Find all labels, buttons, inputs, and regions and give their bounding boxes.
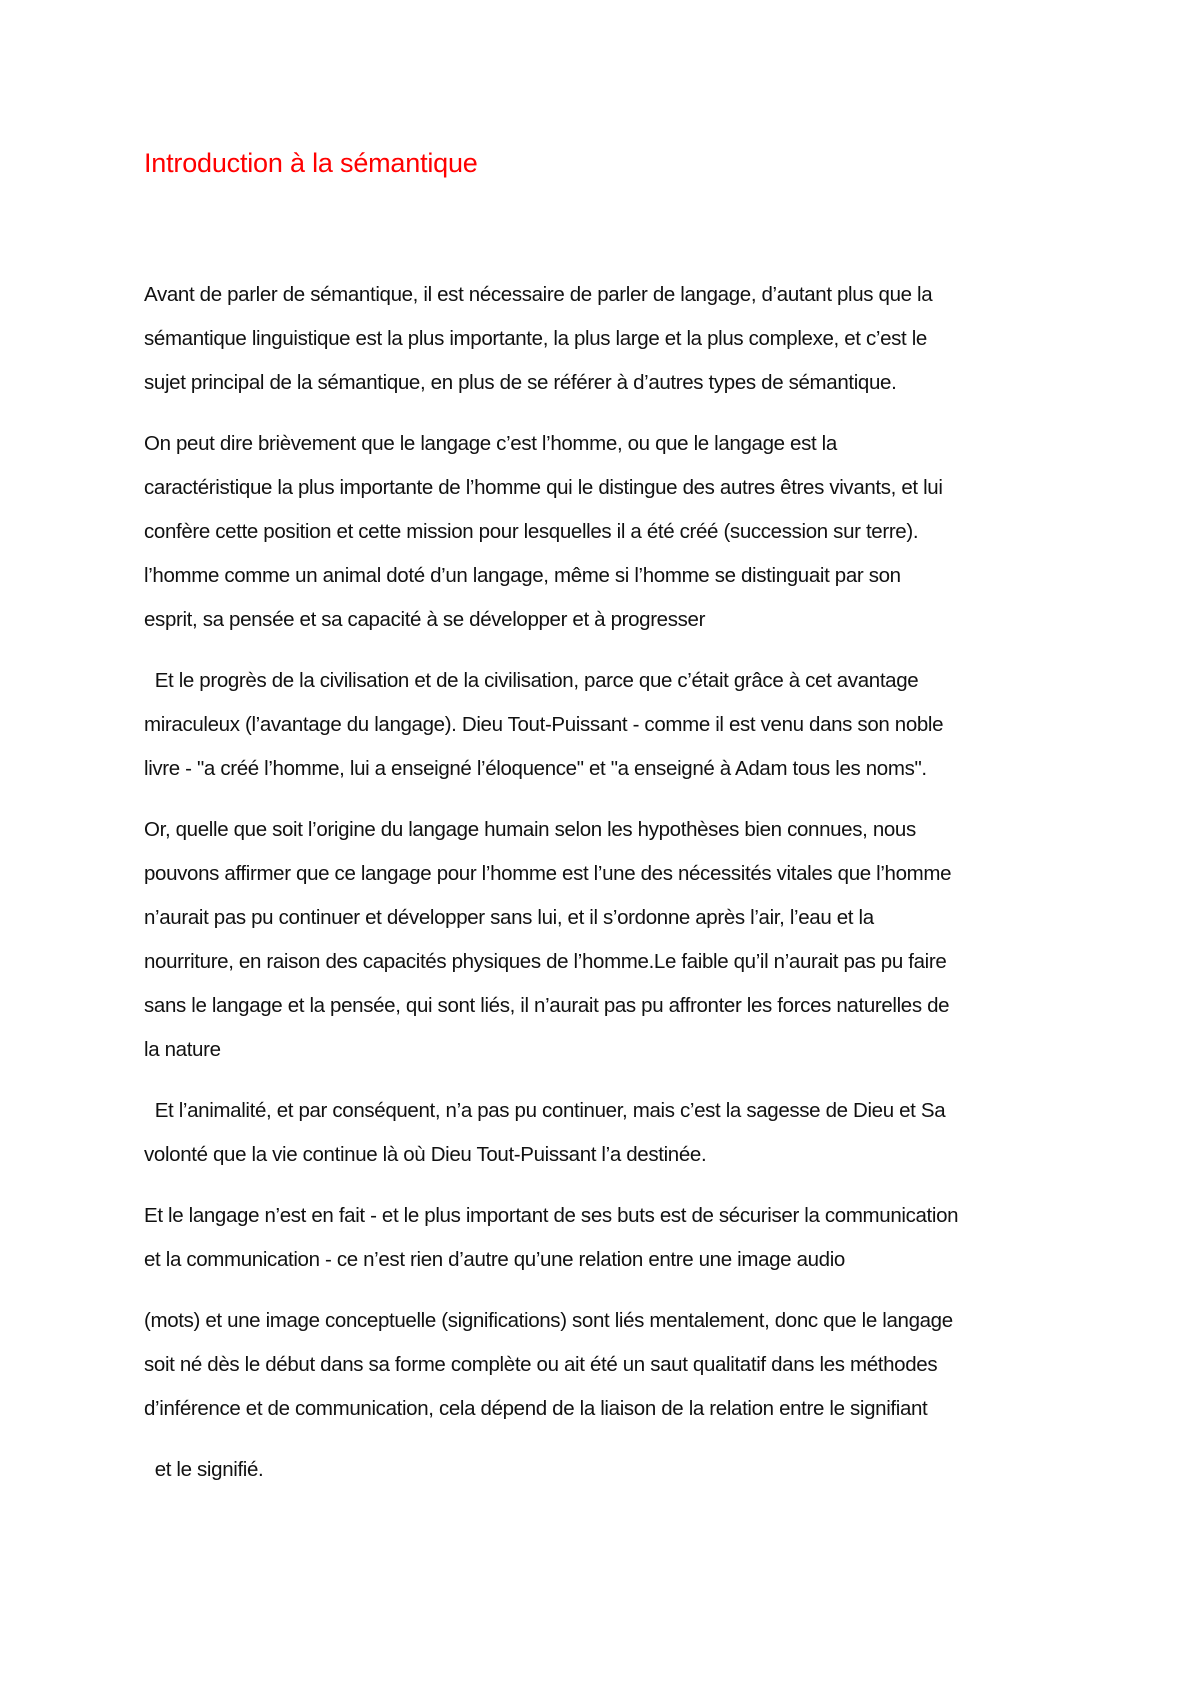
text-line: d’inférence et de communication, cela dépend de la liaison de la relation entre le signifiant — [144, 1397, 928, 1420]
text-line: Avant de parler de sémantique, il est nécessaire de parler de langage, d’autant plus que la — [144, 283, 933, 306]
text-line: et la communication - ce n’est rien d’autre qu’une relation entre une image audio — [144, 1248, 845, 1271]
text-line: Et le langage n’est en fait - et le plus important de ses buts est de sécuriser la communication — [144, 1204, 959, 1227]
text-line: esprit, sa pensée et sa capacité à se développer et à progresser — [144, 608, 706, 631]
text-line: (mots) et une image conceptuelle (significations) sont liés mentalement, donc que le langage — [144, 1309, 953, 1332]
text-line: miraculeux (l’avantage du langage). Dieu Tout-Puissant - comme il est venu dans son noble — [144, 713, 944, 736]
text-line: livre - "a créé l’homme, lui a enseigné l’éloquence" et "a enseigné à Adam tous les noms". — [144, 757, 927, 780]
text-line: volonté que la vie continue là où Dieu Tout-Puissant l’a destinée. — [144, 1143, 707, 1166]
text-line: pouvons affirmer que ce langage pour l’homme est l’une des nécessités vitales que l’homme — [144, 862, 952, 885]
text-line: nourriture, en raison des capacités physiques de l’homme.Le faible qu’il n’aurait pas pu faire — [144, 950, 947, 973]
document-title: Introduction à la sémantique — [144, 148, 478, 178]
text-line: sans le langage et la pensée, qui sont liés, il n’aurait pas pu affronter les forces naturelles de — [144, 994, 950, 1017]
text-line: confère cette position et cette mission pour lesquelles il a été créé (succession sur terre). — [144, 520, 919, 543]
text-line: On peut dire brièvement que le langage c’est l’homme, ou que le langage est la — [144, 432, 837, 455]
text-line: la nature — [144, 1038, 221, 1061]
text-line: n’aurait pas pu continuer et développer sans lui, et il s’ordonne après l’air, l’eau et la — [144, 906, 874, 929]
text-line: sémantique linguistique est la plus importante, la plus large et la plus complexe, et c’est le — [144, 327, 927, 350]
text-line: caractéristique la plus importante de l’homme qui le distingue des autres êtres vivants, et lui — [144, 476, 943, 499]
text-line: l’homme comme un animal doté d’un langage, même si l’homme se distinguait par son — [144, 564, 901, 587]
text-line: Or, quelle que soit l’origine du langage humain selon les hypothèses bien connues, nous — [144, 818, 916, 841]
text-line: sujet principal de la sémantique, en plus de se référer à d’autres types de sémantique. — [144, 371, 897, 394]
text-line: soit né dès le début dans sa forme complète ou ait été un saut qualitatif dans les méthodes — [144, 1353, 938, 1376]
text-line: Et l’animalité, et par conséquent, n’a pas pu continuer, mais c’est la sagesse de Dieu et Sa — [144, 1099, 946, 1122]
text-line: et le signifié. — [144, 1458, 264, 1481]
text-line: Et le progrès de la civilisation et de la civilisation, parce que c’était grâce à cet avantage — [144, 669, 919, 692]
